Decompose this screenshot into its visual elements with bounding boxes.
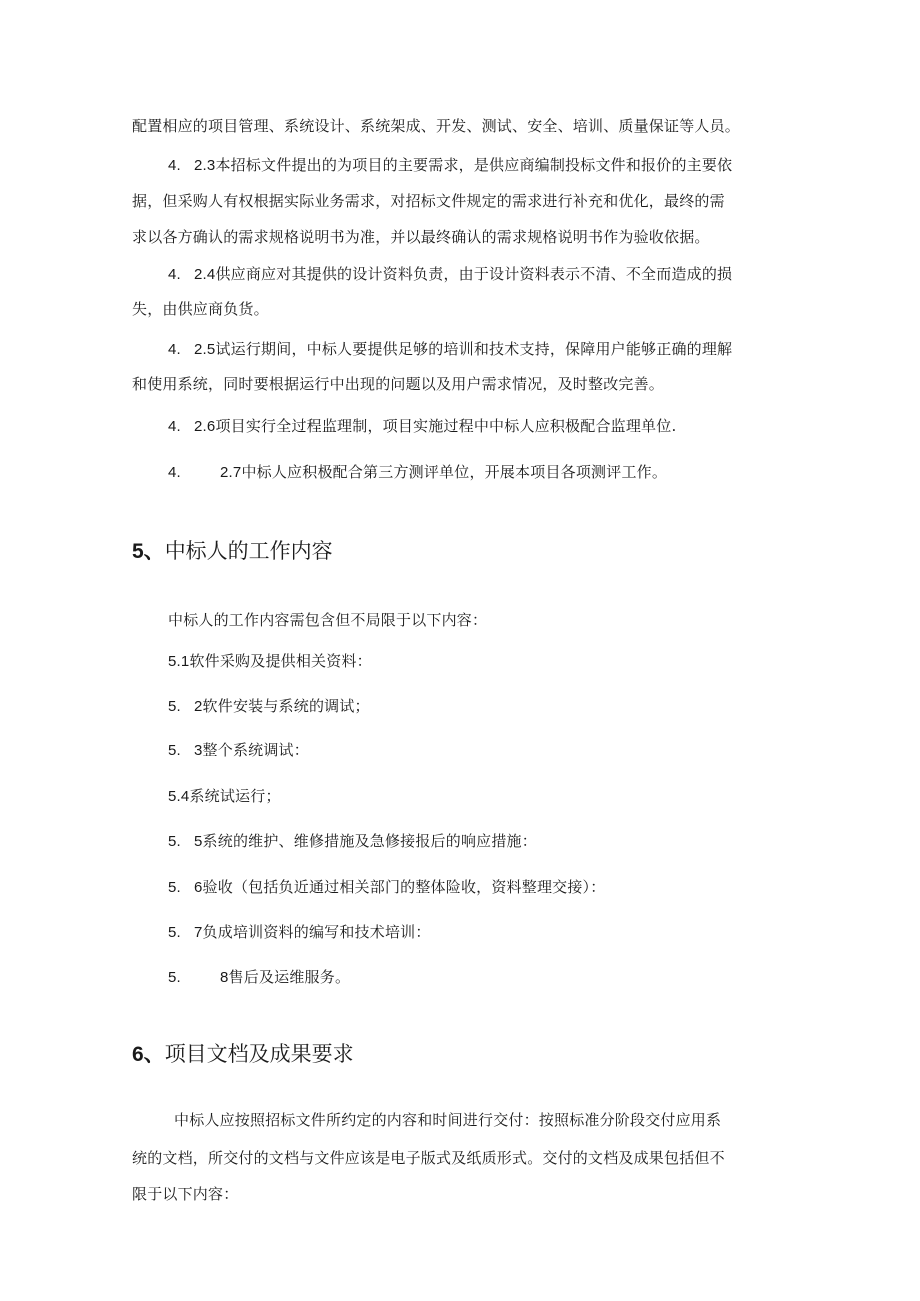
item-number: 5.1 [168, 653, 190, 670]
item-text: 软件安装与系统的调试； [202, 697, 370, 715]
paragraph-line: 统的文档，所交付的文档与文件应该是电子版式及纸质形式。交付的文档及成果包括但不 [132, 1149, 725, 1167]
item-subnumber: 3 [194, 742, 203, 759]
item-text: 售后及运维服务。 [228, 968, 351, 986]
item-text: 软件采购及提供相关资料： [189, 652, 372, 670]
item-number: 5. [168, 969, 181, 986]
paragraph-line: 据，但采购人有权根据实际业务需求，对招标文件规定的需求进行补充和优化，最终的需 [132, 192, 725, 210]
item-subnumber: 7 [194, 924, 203, 941]
clause-4-2-4 [168, 264, 732, 285]
clause-number: 4. [168, 464, 181, 481]
paragraph-line: 中标人应按照招标文件所约定的内容和时间进行交付：按照标准分阶段交付应用系 [174, 1111, 722, 1129]
item-number: 5. [168, 742, 181, 759]
item-text: 验收（包括负近通过相关部门的整体险收，资料整理交接）： [202, 878, 606, 896]
clause-4-2-3 [168, 155, 732, 176]
clause-number: 4. [168, 341, 181, 358]
clause-subnumber: 2.6 [194, 418, 216, 435]
paragraph-line: 限于以下内容： [132, 1185, 239, 1203]
clause-subnumber: 2.3 [194, 157, 216, 174]
item-number: 5. [168, 924, 181, 941]
paragraph-line: 求以各方确认的需求规格说明书为准，并以最终确认的需求规格说明书作为验收依据。 [132, 228, 710, 246]
list-item-5-2 [168, 696, 370, 717]
list-item-5-1 [168, 651, 372, 672]
list-item-5-3 [168, 740, 309, 761]
item-text: 负成培训资料的编写和技术培训： [202, 923, 431, 941]
item-number: 5.4 [168, 788, 190, 805]
clause-text: 供应商应对其提供的设计资料负责，由于设计资料表示不清、不全而造成的损 [215, 265, 733, 283]
item-number: 5. [168, 698, 181, 715]
clause-text: 项目实行全过程监理制，项目实施过程中中标人应积极配合监理单位. [215, 417, 677, 435]
heading-text: 中标人的工作内容 [164, 539, 333, 563]
list-item-5-8 [168, 967, 350, 988]
list-item-5-6 [168, 877, 605, 898]
clause-text: 本招标文件提出的为项目的主要需求，是供应商编制投标文件和报价的主要依 [215, 156, 733, 174]
paragraph-line: 失，由供应商负货。 [132, 300, 269, 318]
paragraph-line: 和使用系统，同时要根据运行中出现的问题以及用户需求情况，及时整改完善。 [132, 375, 665, 393]
list-item-5-5 [168, 831, 537, 852]
clause-4-2-5 [168, 339, 732, 360]
clause-4-2-6 [168, 416, 676, 437]
clause-subnumber: 2.4 [194, 266, 216, 283]
item-text: 整个系统调试： [202, 741, 309, 759]
heading-number: 6、 [132, 1043, 165, 1066]
heading-text: 项目文档及成果要求 [164, 1042, 354, 1066]
clause-number: 4. [168, 266, 181, 283]
item-subnumber: 6 [194, 879, 203, 896]
section-heading-5 [132, 537, 333, 566]
item-subnumber: 5 [194, 833, 203, 850]
clause-text: 试运行期间，中标人要提供足够的培训和技术支持，保障用户能够正确的理解 [215, 340, 733, 358]
clause-subnumber: 2.5 [194, 341, 216, 358]
item-text: 系统的维护、维修措施及急修接报后的响应措施： [202, 832, 537, 850]
clause-subnumber: 2.7 [220, 464, 242, 481]
list-item-5-4 [168, 786, 281, 807]
clause-4-2-7 [168, 462, 667, 483]
clause-number: 4. [168, 157, 181, 174]
section-intro: 中标人的工作内容需包含但不局限于以下内容： [168, 611, 488, 629]
paragraph-line: 配置相应的项目管理、系统设计、系统架成、开发、测试、安全、培训、质量保证等人员。 [132, 117, 741, 135]
clause-text: 中标人应积极配合第三方测评单位，开展本项目各项测评工作。 [241, 463, 668, 481]
item-number: 5. [168, 879, 181, 896]
item-subnumber: 2 [194, 698, 203, 715]
clause-number: 4. [168, 418, 181, 435]
list-item-5-7 [168, 922, 431, 943]
item-subnumber: 8 [220, 969, 229, 986]
heading-number: 5、 [132, 540, 165, 563]
section-heading-6 [132, 1040, 354, 1069]
item-text: 系统试运行； [189, 787, 281, 805]
item-number: 5. [168, 833, 181, 850]
